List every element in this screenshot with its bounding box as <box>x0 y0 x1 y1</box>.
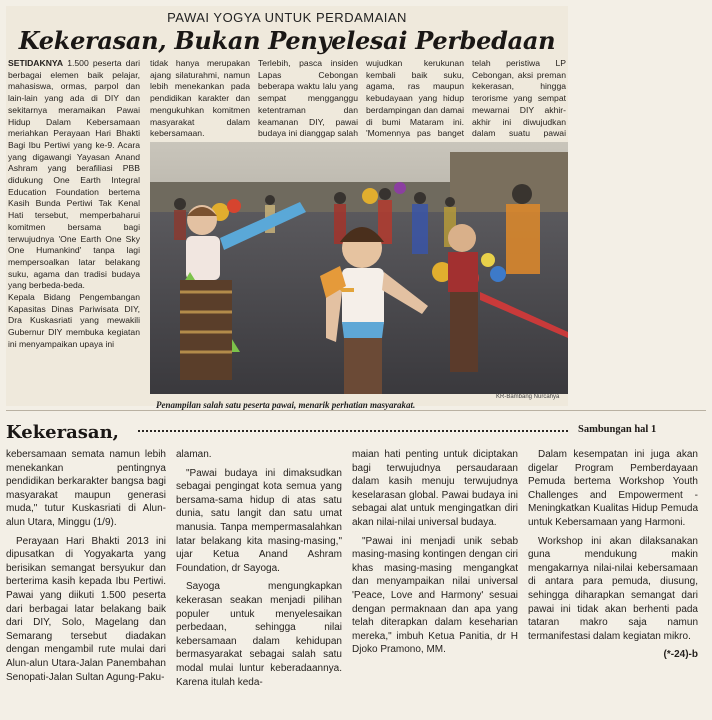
continuation-column-3-paragraph-2: "Pawai ini menjadi unik sebab masing-masing kontingen dengan ciri khas masing-masing mengangkat dan menyampaikan nilai universal 'Peace, Love and Harmony' sesuai dengan permaknaan dan apa yang telah diterapkan dalam keseharian mereka," imbuh Ketua Panitia, dr H Djoko Pramono, MM. <box>352 535 518 656</box>
column-5-text: telah peristiwa LP Cebongan, aksi preman kekerasan, hingga terorisme yang sempat mewarnai DIY akhir-akhir ini diwujudkan dalam suatu pawai <box>472 58 566 139</box>
article-column-1 <box>8 58 140 351</box>
continued-from-label: Sambungan hal 1 <box>578 424 657 435</box>
continuation-column-4-paragraph-2: Workshop ini akan dilaksanakan guna mendukung makin mengakarnya nilai-nilai kebersamaan di antara para pemuda, diusung, sehingga diharapkan semangat dari pawai ini tidak akan berhenti pada tataran makro saja namun termanifestasi dalam kegiatan mikro. <box>528 535 698 642</box>
article-column-3: Terlebih, pasca insiden Lapas Cebongan beberapa waktu lalu yang sempat mengganggu ketentraman dan keamanan DIY, pawai budaya ini dianggap salah <box>258 58 358 139</box>
column-1-paragraph-2: Kepala Bidang Pengembangan Kapasitas Dinas Pariwisata DIY, Dra Kuskasriati yang mewakili Gubernur DIY membuka kegiatan ini menyampaikan upaya ini <box>8 292 140 349</box>
article-clipping-continuation <box>4 414 708 716</box>
kicker: PAWAI YOGYA UNTUK PERDAMAIAN <box>167 10 407 25</box>
continuation-column-2 <box>176 448 342 694</box>
continuation-column-1 <box>6 448 166 689</box>
article-clipping-top <box>6 6 568 410</box>
author-sign: (*-24)-b <box>663 649 698 661</box>
continuation-column-1-paragraph-1: kebersamaan semata namun lebih menekankan pentingnya pendidikan berkarakter bangsa bagi masyarakat maupun generasi muda," tutur Kuskasriati di Alun-alun Utara, Minggu (1/9). <box>6 449 166 528</box>
photo-caption: Penampilan salah satu peserta pawai, menarik perhatian masyarakat. <box>156 400 416 410</box>
article-column-2: tidak hanya merupakan ajang silaturahmi, namun lebih menekankan pada pendidikan karakter dan mengukuhkan komitmen masyarakat dalam kebersamaan. <box>150 58 250 139</box>
continuation-column-2-paragraph-1: alaman. <box>176 449 212 460</box>
column-1-paragraph-1: 1.500 peserta dari berbagai elemen baik pelajar, mahasiswa, ormas, parpol dan lain-lain yang ada di DIY dan sekitarnya meramaikan Pawai Hidup Dalam Kebersamaan meriahkan Perayaan Hari Bhakti Bagi Ibu Pertiwi yang ke-9. Acara yang digawangi Yayasan Anand Ashram yang berafiliasi PBB didukung One Earth Integral Education Foundation bertema Kasih Bunda Pertiwi Tak Kenal Hati tersebut, memperbaharui komitmen bersama bagi terwujudnya 'One Earth One Sky One Humankind' tanpa lagi mempersoalkan latar belakang suku, agama dan tradisi budaya yang berbeda-beda. <box>8 58 140 291</box>
headline: Kekerasan, Bukan Penyelesai Perbedaan <box>18 26 556 55</box>
continuation-column-4 <box>528 448 698 667</box>
photo-credit: KR-Bambang Nurcahya <box>496 394 560 400</box>
continuation-column-2-paragraph-2: "Pawai budaya ini dimaksudkan sebagai pengingat kota semua yang bersama-sama hidup di atas satu dunia, satu langit dan satu umat manusia. Tanpa mempermasalahkan latar belakang kita masing-masing," ujar Ketua Anand Ashram Foundation, dr Sayoga. <box>176 467 342 574</box>
continuation-column-2-paragraph-3: Sayoga mengungkapkan kekerasan seakan menjadi pilihan populer untuk menyelesaikan perbedaan, sehingga nilai kebersamaan dalam kehidupan bermasyarakat sebagai salah satu modal mulai luntur keberadaannya. Karena itulah keda- <box>176 581 342 688</box>
dotted-leader <box>138 430 568 432</box>
continuation-column-4-paragraph-1: Dalam kesempatan ini juga akan digelar Program Pemberdayaan Pemuda bertema Workshop Youth Challenges and Empowerment - Meningkatkan Kualitas Hidup Pemuda untuk Kebersamaan yang Harmoni. <box>528 449 698 528</box>
continuation-column-1-paragraph-2: Perayaan Hari Bhakti 2013 ini dipusatkan di Yogyakarta yang berisikan semangat bersyukur dan berterima kasih kepada Ibu Pertiwi. Pawai yang diikuti 1.500 peserta dari berbagai latar belakang baik dari DIY, Solo, Magelang dan Semarang tersebut diadakan dengan mengambil rute mulai dari Alun-alun Utara-Jalan Panembahan Senopati-Jalan Sultan Agung-Paku- <box>6 535 166 683</box>
continuation-column-3 <box>352 448 518 662</box>
parade-photo <box>150 142 568 394</box>
divider <box>6 410 706 411</box>
dateline: SETIDAKNYA <box>8 58 64 68</box>
article-column-4: wujudkan kerukunan kembali baik suku, agama, ras maupun kebudayaan yang hidup berdampingan dan damai di bumi Mataram ini. 'Momennya pas banget <box>366 58 464 139</box>
photo-festival-parade-icon <box>150 142 568 394</box>
continuation-column-3-paragraph-1: maian hati penting untuk diciptakan bagi terwujudnya persaudaraan dalam kasih menuju terwujudnya keselarasan global. Pawai budaya ini sebagai alat untuk mengingatkan diri akan nilai-nilai universal budaya. <box>352 449 518 528</box>
continuation-headline: Kekerasan, <box>6 422 119 443</box>
